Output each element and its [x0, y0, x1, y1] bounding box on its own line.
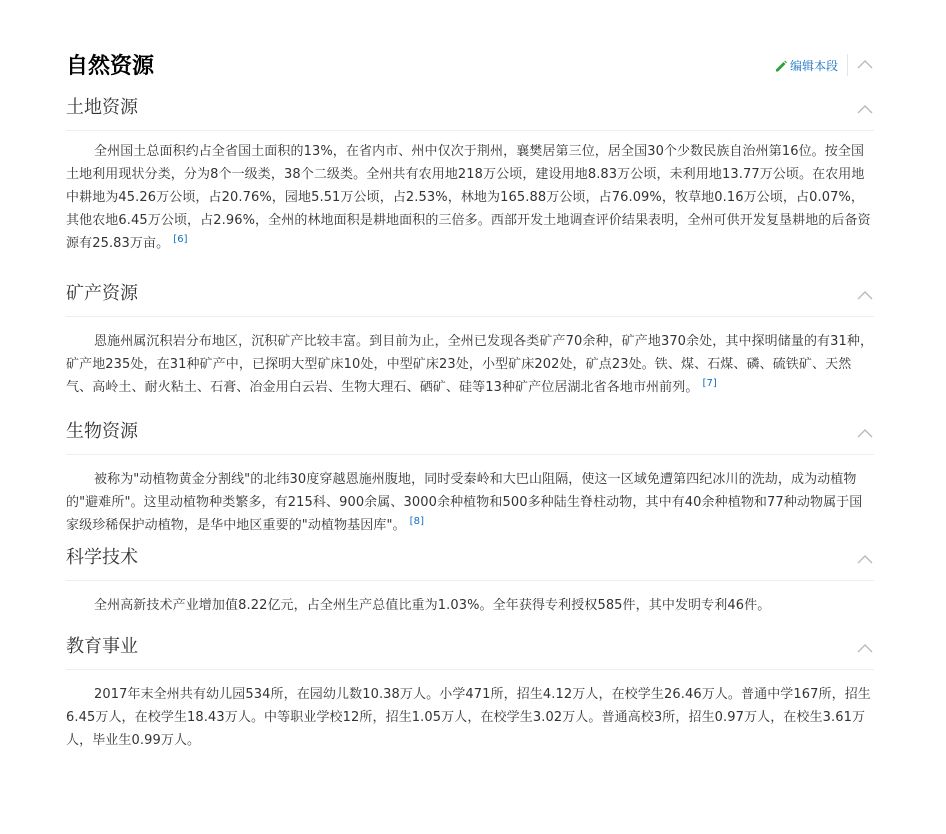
citation-link[interactable]: [6]	[173, 233, 188, 245]
paragraph-text: 恩施州属沉积岩分布地区，沉积矿产比较丰富。到目前为止，全州已发现各类矿产70余种，矿产地370余处，其中探明储量的有31种，矿产地235处，在31种矿产中，已探明大型矿床10处，中型矿床23处，小型矿床202处，矿点23处。铁、煤、石煤、磷、硫铁矿、天然气、高岭土、耐火粘土、石膏、冶金用白云岩、生物大理石、硒矿、硅等13种矿产位居湖北省各地市州前列。	[66, 334, 874, 395]
section-biological-resources	[66, 418, 874, 537]
collapse-all-toggle[interactable]	[856, 58, 874, 70]
citation-link[interactable]: [7]	[702, 377, 717, 389]
chevron-up-icon	[856, 553, 874, 565]
section-collapse-toggle[interactable]	[856, 103, 874, 115]
section-education	[66, 633, 874, 752]
citation-link[interactable]: [8]	[409, 515, 425, 527]
pencil-icon	[774, 59, 788, 73]
section-paragraph	[66, 594, 874, 617]
chevron-up-icon	[856, 427, 874, 439]
section-title: 土地资源	[66, 97, 138, 118]
section-paragraph	[66, 468, 874, 537]
section-header	[66, 94, 874, 131]
chevron-up-icon	[856, 103, 874, 115]
section-collapse-toggle[interactable]	[856, 553, 874, 565]
section-title: 矿产资源	[66, 283, 138, 304]
paragraph-text: 全州高新技术产业增加值8.22亿元，占全州生产总值比重为1.03%。全年获得专利授权585件，其中发明专利46件。	[94, 598, 771, 613]
section-paragraph	[66, 140, 874, 255]
section-title: 教育事业	[66, 636, 138, 657]
section-paragraph	[66, 683, 874, 752]
paragraph-text: 全州国土总面积约占全省国土面积的13%，在省内市、州中仅次于荆州，襄樊居第三位，居全国30个少数民族自治州第16位。按全国土地利用现状分类，分为8个一级类，38个二级类。全州共有农用地218万公顷，建设用地8.83万公顷，未利用地13.77万公顷。在农用地中耕地为45.26万公顷，占20.76%，园地5.51万公顷，占2.53%，林地为165.88万公顷，占76.09%，牧草地0.16万公顷，占0.07%，其他农地6.45万公顷，占2.96%，全州的林地面积是耕地面积的三倍多。西部开发土地调查评价结果表明，全州可供开发复垦耕地的后备资源有25.83万亩。	[66, 144, 871, 251]
section-collapse-toggle[interactable]	[856, 642, 874, 654]
paragraph-text: 2017年末全州共有幼儿园534所，在园幼儿数10.38万人。小学471所，招生4.12万人，在校学生26.46万人。普通中学167所，招生6.45万人，在校学生18.43万人。中等职业学校12所，招生1.05万人，在校学生3.02万人。普通高校3所，招生0.97万人，在校生3.61万人，毕业生0.99万人。	[66, 687, 871, 748]
section-title: 科学技术	[66, 547, 138, 568]
page-title: 自然资源	[66, 54, 155, 79]
chevron-up-icon	[856, 642, 874, 654]
section-paragraph	[66, 330, 874, 399]
section-header	[66, 633, 874, 670]
section-title: 生物资源	[66, 421, 138, 442]
section-header	[66, 280, 874, 317]
section-header	[66, 544, 874, 581]
section-land-resources	[66, 94, 874, 255]
divider	[847, 54, 848, 76]
section-science-technology	[66, 544, 874, 617]
section-collapse-toggle[interactable]	[856, 427, 874, 439]
edit-section-button[interactable]	[774, 57, 838, 75]
edit-section-label: 编辑本段	[790, 59, 839, 73]
section-header	[66, 418, 874, 455]
chevron-up-icon	[856, 289, 874, 301]
section-mineral-resources	[66, 280, 874, 399]
paragraph-text: 被称为"动植物黄金分割线"的北纬30度穿越恩施州腹地，同时受秦岭和大巴山阻隔，使这一区域免遭第四纪冰川的洗劫，成为动植物的"避难所"。这里动植物种类繁多，有215科、900余属、3000余种植物和500多种陆生脊柱动物，其中有40余种植物和77种动物属于国家级珍稀保护动植物，是华中地区重要的"动植物基因库"。	[66, 472, 863, 533]
chevron-up-icon	[856, 58, 874, 70]
section-collapse-toggle[interactable]	[856, 289, 874, 301]
